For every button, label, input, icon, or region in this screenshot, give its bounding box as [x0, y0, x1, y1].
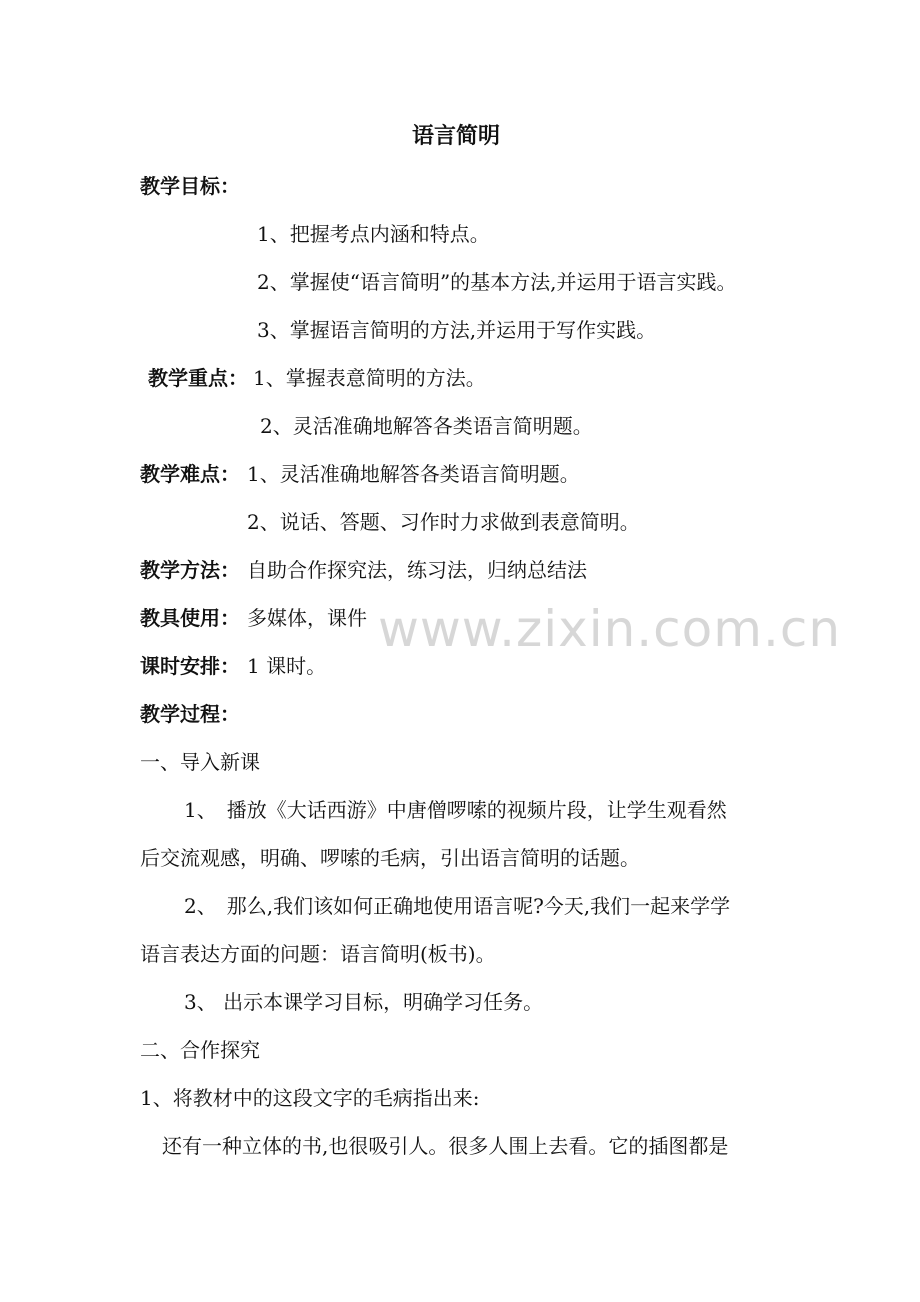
schedule-label: 课时安排： — [140, 654, 240, 678]
objective-item-3: 3、掌握语言简明的方法,并运用于写作实践。 — [257, 318, 657, 342]
schedule-text: 1 课时。 — [247, 654, 327, 678]
section2-item-1: 1、将教材中的这段文字的毛病指出来: — [140, 1086, 480, 1110]
objective-item-1: 1、把握考点内涵和特点。 — [257, 222, 490, 246]
methods-text: 自助合作探究法，练习法，归纳总结法 — [247, 558, 587, 582]
section1-item-2: 2、 那么,我们该如何正确地使用语言呢?今天,我们一起来学学 — [184, 894, 731, 918]
section1-item-2-continued: 语言表达方面的问题：语言简明(板书)。 — [140, 942, 496, 966]
key-point-item-1: 1、掌握表意简明的方法。 — [253, 366, 486, 390]
section1-item-3: 3、 出示本课学习目标，明确学习任务。 — [184, 990, 544, 1014]
process-label: 教学过程： — [140, 702, 240, 726]
objective-item-2: 2、掌握使“语言简明”的基本方法,并运用于语言实践。 — [257, 270, 737, 294]
objectives-label: 教学目标： — [140, 174, 240, 198]
key-point-item-2: 2、灵活准确地解答各类语言简明题。 — [260, 414, 593, 438]
section2-text: 还有一种立体的书,也很吸引人。很多人围上去看。它的插图都是 — [162, 1134, 729, 1158]
section2-title: 二、合作探究 — [140, 1038, 260, 1062]
methods-label: 教学方法： — [140, 558, 240, 582]
key-points-label: 教学重点： — [148, 366, 248, 390]
tools-label: 教具使用： — [140, 606, 240, 630]
tools-text: 多媒体，课件 — [247, 606, 367, 630]
difficulties-label: 教学难点： — [140, 462, 240, 486]
document-title: 语言简明 — [412, 124, 501, 149]
difficulty-item-1: 1、灵活准确地解答各类语言简明题。 — [247, 462, 580, 486]
section1-title: 一、导入新课 — [140, 750, 260, 774]
section1-item-1: 1、 播放《大话西游》中唐僧啰嗦的视频片段，让学生观看然 — [184, 798, 727, 822]
difficulty-item-2: 2、说话、答题、习作时力求做到表意简明。 — [247, 510, 640, 534]
section1-item-1-continued: 后交流观感，明确、啰嗦的毛病，引出语言简明的话题。 — [140, 846, 640, 870]
watermark: www.zixin.com.cn — [378, 600, 842, 658]
